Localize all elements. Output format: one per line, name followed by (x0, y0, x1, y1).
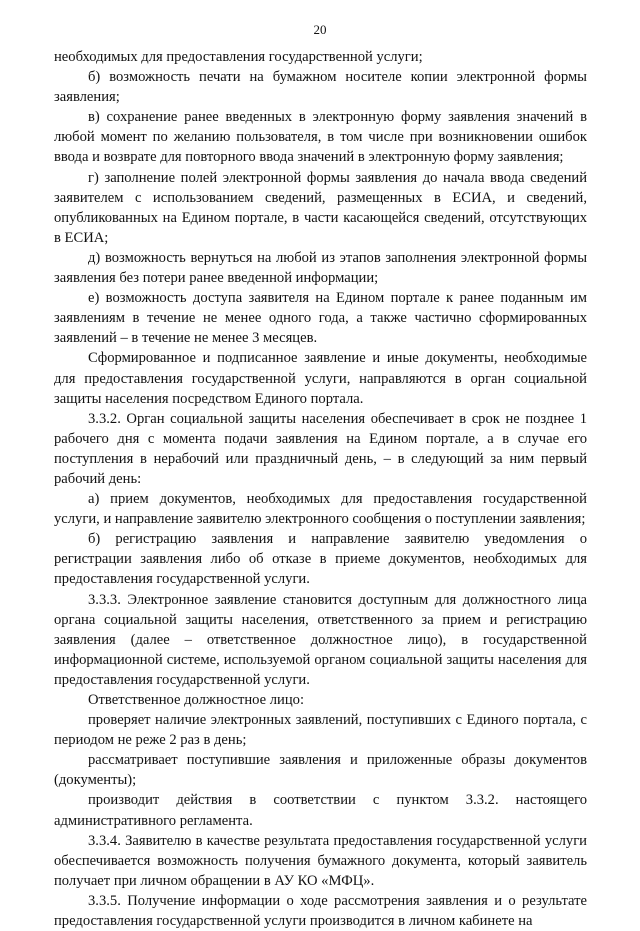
paragraph: производит действия в соответствии с пунктом 3.3.2. настоящего административного регламента. (54, 792, 587, 829)
paragraph: е) возможность доступа заявителя на Едином портале к ранее поданным им заявлениям в течение не менее одного года, а также частично сформированных заявлений – в течение не менее 3 месяцев. (54, 290, 587, 347)
paragraph: б) возможность печати на бумажном носителе копии электронной формы заявления; (54, 69, 587, 106)
paragraph: Сформированное и подписанное заявление и иные документы, необходимые для предоставления государственной услуги, направляются в орган социальной защиты населения посредством Единого портала. (54, 350, 587, 407)
paragraph: 3.3.4. Заявителю в качестве результата предоставления государственной услуги обеспечивается возможность получения бумажного документа, который заявитель получает при личном обращении в АУ КО «МФЦ». (54, 832, 587, 889)
document-body (54, 47, 587, 931)
paragraph: в) сохранение ранее введенных в электронную форму заявления значений в любой момент по желанию пользователя, в том числе при возникновении ошибок ввода и возврате для повторного ввода значений в электронную форму заявления; (54, 109, 587, 166)
paragraph: необходимых для предоставления государственной услуги; (54, 49, 423, 65)
paragraph: 3.3.5. Получение информации о ходе рассмотрения заявления и о результате предоставления государственной услуги производится в личном кабинете на (54, 892, 587, 930)
page-number: 20 (313, 22, 327, 37)
paragraph: 3.3.2. Орган социальной защиты населения обеспечивает в срок не позднее 1 рабочего дня с момента подачи заявления на Едином портале, а в случае его поступления в нерабочий или праздничный день, – в следующий за ним первый рабочий день: (54, 410, 587, 487)
paragraph: б) регистрацию заявления и направление заявителю уведомления о регистрации заявления либо об отказе в приеме документов, необходимых для предоставления государственной услуги. (54, 531, 587, 588)
paragraph: Ответственное должностное лицо: (88, 692, 304, 708)
paragraph: г) заполнение полей электронной формы заявления до начала ввода сведений заявителем с использованием сведений, размещенных в ЕСИА, и сведений, опубликованных на Едином портале, в части касающейся сведений, отсутствующих в ЕСИА; (54, 169, 587, 246)
paragraph: а) прием документов, необходимых для предоставления государственной услуги, и направление заявителю электронного сообщения о поступлении заявления; (54, 491, 587, 528)
paragraph: проверяет наличие электронных заявлений, поступивших с Единого портала, с периодом не реже 2 раз в день; (54, 712, 587, 749)
paragraph: 3.3.3. Электронное заявление становится доступным для должностного лица органа социальной защиты населения, ответственного за прием и регистрацию заявления (далее – ответственное должностное лицо), в государственной информационной системе, используемой органом социальной защиты населения для предоставления государственной услуги. (54, 591, 587, 688)
paragraph: рассматривает поступившие заявления и приложенные образы документов (документы); (54, 752, 587, 789)
paragraph: д) возможность вернуться на любой из этапов заполнения электронной формы заявления без потери ранее введенной информации; (54, 249, 587, 287)
